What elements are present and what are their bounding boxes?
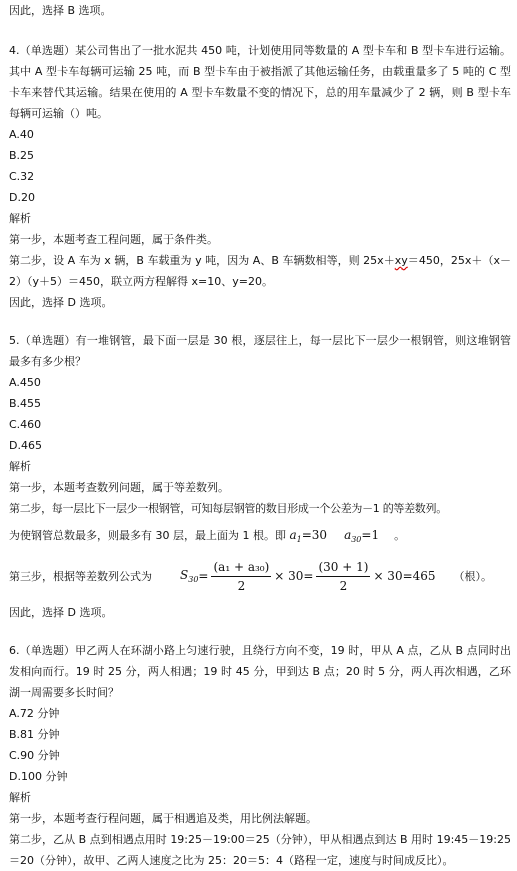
question-5-option-c: C.460 (9, 418, 42, 431)
document-page (9, 0, 511, 871)
question-6-step-2: 第二步，乙从 B 点到相遇点用时 19:25－19:00＝25（分钟），甲从相遇点到达 B 用时 19:45－19:25＝20（分钟），故甲、乙两人速度之比为 25：20＝5：4（路程一定，速度与时间成反比）。 (9, 833, 511, 867)
question-4-step-2-part-c: ＝450，25x＋（x－2）（y＋5）＝450，联立两方程解得 x=10、y=20。 (9, 254, 511, 288)
question-5-step-2-text: 为使钢管总数最多，则最多有 30 层，最上面为 1 根。即 (9, 529, 286, 542)
question-4-analysis-label: 解析 (9, 212, 31, 225)
question-5-analysis-label: 解析 (9, 460, 31, 473)
question-6-option-c: C.90 分钟 (9, 749, 60, 762)
question-4-step-2 (9, 250, 511, 292)
a30-symbol: $a_{30}$ (344, 528, 362, 544)
question-5-step-1: 第一步，本题考查数列问题，属于等差数列。 (9, 481, 229, 494)
question-4-conclusion: 因此，选择 D 选项。 (9, 296, 113, 309)
unit-label: （根）。 (453, 570, 493, 583)
question-5-step-2-end: 。 (394, 529, 406, 542)
question-4-option-a: A.40 (9, 128, 34, 141)
question-4-step-2-xy: xy (394, 254, 408, 267)
question-4 (9, 40, 511, 313)
question-6-option-b: B.81 分钟 (9, 728, 60, 741)
question-6-stem: 6.（单选题）甲乙两人在环湖小路上匀速行驶，且绕行方向不变，19 时，甲从 A 点，乙从 B 点同时出发相向而行。19 时 25 分，两人相遇；19 时 45 分，甲到达 B 点；20 时 5 分，两人再次相遇，乙环湖一周需要多长时间？ (9, 644, 511, 699)
a1-symbol: $a_1$ (289, 528, 302, 544)
a30-value: =1 (361, 528, 380, 542)
times-30-a: × 30= (274, 569, 314, 583)
question-6-option-d: D.100 分钟 (9, 770, 68, 783)
question-5-step-2: 第二步，每一层比下一层少一根钢管，可知每层钢管的数目形成一个公差为－1 的等差数列。 (9, 502, 447, 515)
question-6 (9, 640, 511, 871)
question-4-option-b: B.25 (9, 149, 35, 162)
question-4-stem: 4.（单选题）某公司售出了一批水泥共 450 吨，计划使用同等数量的 A 型卡车和 B 型卡车进行运输。其中 A 型卡车每辆可运输 25 吨，而 B 型卡车由于被指派了其他运输任务，由载重量多了 5 吨的 C 型卡车来替代其运输。结果在使用的 A 型卡车数量不变的情况下，总的用车量减少了 2 辆，则 B 型卡车每辆可运输（）吨。 (9, 44, 511, 120)
equals-sign: = (198, 569, 209, 583)
question-5-option-d: D.465 (9, 439, 42, 452)
question-6-step-1: 第一步，本题考查行程问题，属于相遇追及类，用比例法解题。 (9, 812, 317, 825)
question-5-stem: 5.（单选题）有一堆钢管，最下面一层是 30 根，逐层往上，每一层比下一层少一根钢管，则这堆钢管最多有多少根？ (9, 334, 511, 368)
question-5 (9, 330, 511, 623)
question-5-step-2-cont (9, 525, 511, 550)
fraction-1-denominator: 2 (237, 578, 246, 593)
fraction-1 (211, 560, 271, 593)
question-5-option-b: B.455 (9, 397, 42, 410)
question-4-option-d: D.20 (9, 191, 35, 204)
previous-conclusion: 因此，选择 B 选项。 (9, 4, 112, 17)
sum-symbol: $S_{30}$ (180, 568, 199, 584)
question-4-option-c: C.32 (9, 170, 35, 183)
times-30-b: × 30=465 (373, 569, 436, 583)
question-6-analysis-label: 解析 (9, 791, 31, 804)
question-5-step-3-prefix: 第三步，根据等差数列公式为 (9, 570, 152, 583)
fraction-1-numerator: (a₁ + a₃₀) (211, 560, 271, 577)
question-5-option-a: A.450 (9, 376, 41, 389)
fraction-2 (316, 560, 370, 593)
fraction-2-denominator: 2 (339, 578, 348, 593)
question-5-step-3 (9, 550, 511, 602)
question-4-step-2-part-a: 第二步，设 A 车为 x 辆，B 车载重为 y 吨，因为 A、B 车辆数相等，则 25x＋ (9, 254, 395, 267)
fraction-2-numerator: (30 + 1) (316, 560, 370, 577)
question-5-conclusion: 因此，选择 D 选项。 (9, 606, 113, 619)
question-6-option-a: A.72 分钟 (9, 707, 60, 720)
a1-value: =30 (301, 528, 328, 542)
question-4-step-1: 第一步，本题考查工程问题，属于条件类。 (9, 233, 218, 246)
